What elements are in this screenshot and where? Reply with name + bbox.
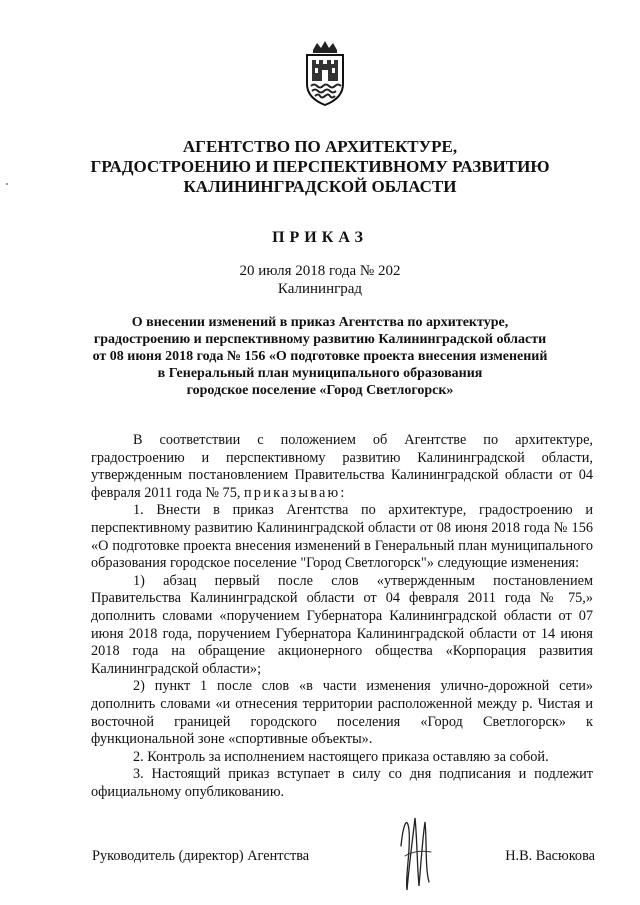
order-body: [91, 432, 593, 801]
clause-1: 1. Внести в приказ Агентства по архитектуре, градостроению и перспективному развитию Калининградской области от 08 июня 2018 года № 156 «О подготовке проекта внесения изменений в Генеральный план муниципального образования городское поселение "Город Светлогорск"» следующие изменения:: [91, 502, 593, 572]
order-subject: [0, 314, 640, 399]
subject-line: градостроению и перспективному развитию Калининградской области: [93, 332, 547, 347]
agency-name: [0, 137, 640, 197]
clause-3: 3. Настоящий приказ вступает в силу со дня подписания и подлежит официальному опубликованию.: [91, 766, 593, 800]
agency-name-line: КАЛИНИНГРАДСКОЙ ОБЛАСТИ: [183, 177, 457, 196]
subject-line: от 08 июня 2018 года № 156 «О подготовке проекта внесения изменений: [92, 349, 548, 364]
clause-1-subitem-1: 1) абзац первый после слов «утвержденным постановлением Правительства Калининградской области от 04 февраля 2011 года № 75,» дополнить словами «поручением Губернатора Калининградской области от 07 июня 2018 года, поручением Губернатора Калининградской области от 14 июня 2018 года на обращение акционерного общества «Корпорация развития Калининградской области»;: [91, 572, 593, 677]
handwritten-signature-icon: [393, 806, 439, 894]
order-city: Калининград: [277, 281, 363, 297]
clause-2: 2. Контроль за исполнением настоящего приказа оставляю за собой.: [133, 748, 549, 765]
signer-name: Н.В. Васюкова: [505, 848, 595, 864]
order-word: приказываю:: [244, 484, 347, 501]
signer-position: Руководитель (директор) Агентства: [92, 848, 310, 864]
order-date-number: 20 июля 2018 года № 202: [239, 263, 401, 279]
agency-name-line: АГЕНТСТВО ПО АРХИТЕКТУРЕ,: [182, 137, 458, 156]
preamble-text: В соответствии с положением об Агентстве по архитектуре, градостроению и перспективному развитию Калининградской области, утвержденным постановлением Правительства Калининградской области от 04 февраля 2011 года № 75,: [91, 432, 593, 501]
coat-of-arms-icon: [299, 40, 351, 108]
document-type-title: ПРИКАЗ: [272, 229, 368, 246]
preamble-paragraph: [91, 432, 593, 502]
agency-name-line: ГРАДОСТРОЕНИЮ И ПЕРСПЕКТИВНОМУ РАЗВИТИЮ: [90, 157, 550, 176]
clause-1-subitem-2: 2) пункт 1 после слов «в части изменения улично-дорожной сети» дополнить словами «и отнесения территории расположенной между р. Чистая и восточной границей городского поселения «Город Светлогорск» к функциональной зоне «спортивные объекты».: [91, 678, 593, 748]
subject-line: городское поселение «Город Светлогорск»: [186, 383, 454, 398]
subject-line: в Генеральный план муниципального образования: [157, 366, 483, 381]
subject-line: О внесении изменений в приказ Агентства по архитектуре,: [131, 315, 509, 330]
